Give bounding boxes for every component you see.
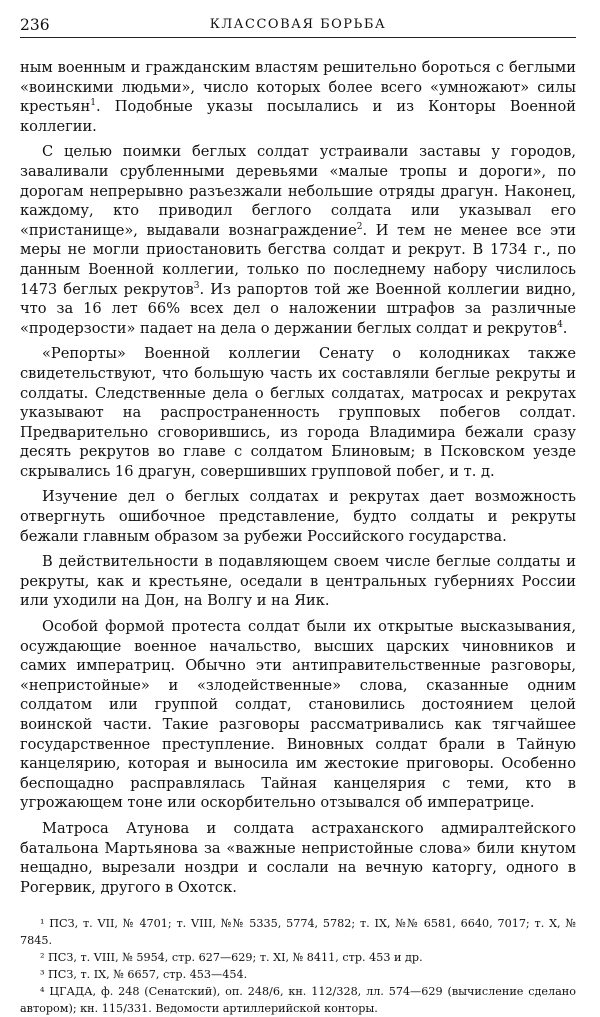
paragraph: В действительности в подавляющем своем числе беглые солдаты и рекруты, как и крестьяне, оседали в центральных губерниях России или уходили на Дон, на Волгу и на Яик.	[20, 553, 576, 610]
footnote: ² ПСЗ, т. VIII, № 5954, стр. 627—629; т. XI, № 8411, стр. 453 и др.	[40, 951, 423, 965]
paragraph-text: С целью поимки беглых солдат устраивали заставы у городов, заваливали срубленными деревьями «малые тропы и дороги», по дорогам непрерывно разъезжали небольшие отряды драгун. Наконец, каждому, кто приводил беглого солдата или указывал его «пристанище», выдавали вознаграждение	[20, 143, 576, 239]
header-rule	[20, 37, 576, 38]
paragraph	[20, 58, 576, 136]
page-header	[20, 14, 576, 38]
paragraph-text: ным военным и гражданским властям решительно бороться с беглыми «воинскими людьми», число которых более всего «умножают» силы крестьян	[20, 59, 576, 116]
paragraph	[20, 142, 576, 338]
paragraph: «Репорты» Военной коллегии Сенату о колодниках также свидетельствуют, что большую часть их составляли беглые рекруты и солдаты. Следственные дела о беглых солдатах, матросах и рекрутах указывают на распространенность групповых побегов солдат. Предварительно сговорившись, из города Владимира бежали сразу десять рекрутов во главе с солдатом Блиновым; в Псковском уезде скрывались 16 драгун, совершивших групповой побег, и т. д.	[20, 345, 576, 480]
footnote: ¹ ПСЗ, т. VII, № 4701; т. VIII, №№ 5335, 5774, 5782; т. IX, №№ 6581, 6640, 7017; т. X, № 7845.	[20, 917, 576, 948]
paragraph: Особой формой протеста солдат были их открытые высказывания, осуждающие военное начальство, высших царских чиновников и самих императриц. Обычно эти антиправительственные разговоры, «непристойные» и «злодейственные» слова, сказанные одним солдатом или группой солдат, становились достоянием целой воинской части. Такие разговоры рассматривались как тягчайшее государственное преступление. Виновных солдат брали в Тайную канцелярию, которая и выносила им жестокие приговоры. Особенно беспощадно расправлялась Тайная канцелярия с теми, кто в угрожающем тоне или оскорбительно отзывался об императрице.	[20, 618, 576, 812]
paragraph: Матроса Атунова и солдата астраханского адмиралтейского батальона Мартьянова за «важные непристойные слова» били кнутом нещадно, вырезали ноздри и сослали на вечную каторгу, одного в Рогервик, другого в Охотск.	[20, 819, 576, 896]
paragraph-text: . Подобные указы посылались и из Конторы Военной коллегии.	[20, 98, 576, 135]
paragraph-text: . И тем не менее все эти меры не могли приостановить бегства солдат и рекрут. В 1734 г., по данным Военной коллегии, только по последнему набору числилось 1473 беглых рекрутов	[20, 221, 576, 298]
footnotes	[20, 915, 576, 1017]
footnote-ref: 2	[356, 221, 363, 232]
footnote: ⁴ ЦГАДА, ф. 248 (Сенатский), оп. 248/6, кн. 112/328, лл. 574—629 (вычисление сделано автором); кн. 115/331. Ведомости артиллерийской конторы.	[20, 985, 576, 1016]
paragraph-text: .	[562, 319, 568, 337]
footnote: ³ ПСЗ, т. IX, № 6657, стр. 453—454.	[40, 968, 248, 982]
footnote-ref: 1	[90, 98, 96, 109]
footnote-ref: 3	[193, 280, 200, 291]
paragraph: Изучение дел о беглых солдатах и рекрутах дает возможность отвергнуть ошибочное представление, будто солдаты и рекруты бежали главным образом за рубежи Российского государства.	[20, 488, 576, 545]
paragraph-text: . Из рапортов той же Военной коллегии видно, что за 16 лет 66% всех дел о наложении штрафов за различные «продерзости» падает на дела о держании беглых солдат и рекрутов	[20, 280, 576, 337]
page-number: 236	[20, 16, 50, 34]
footnote-ref: 4	[557, 319, 563, 330]
main-text	[20, 58, 576, 897]
running-title: КЛАССОВАЯ БОРЬБА	[209, 17, 387, 32]
